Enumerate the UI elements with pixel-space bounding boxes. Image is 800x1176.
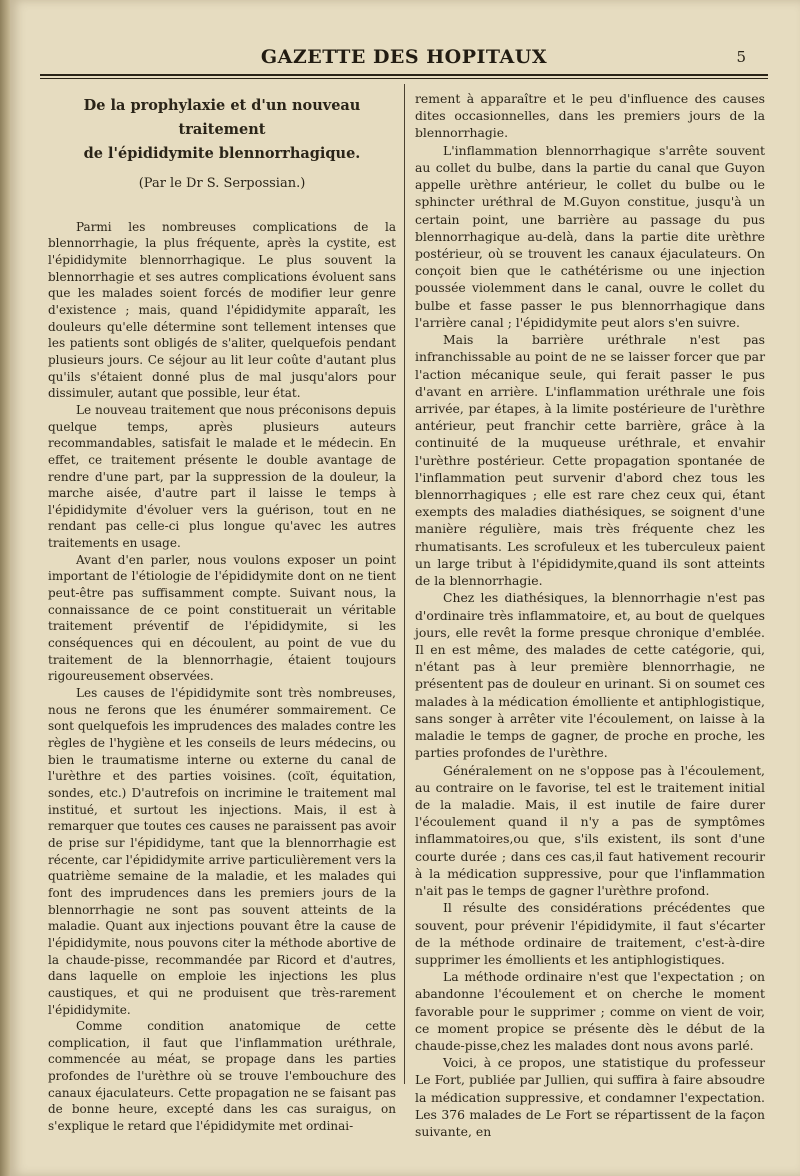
paragraph: Mais la barrière uréthrale n'est pas infranchissable au point de ne se laisser forcer que par l'action mécanique seule, qui ferait passer le pus d'avant en arrière. L'inflammation uréthrale une fois arrivée, par étapes, à la limite postérieure de l'urèthre antérieur, peut franchir cette barrière, grâce à la continuité de la muqueuse uréthrale, et envahir l'urèthre postérieur. Cette propagation spontanée de l'inflammation peut survenir d'abord chez tous les blennorrhagiques ; elle est rare chez ceux qui, étant exempts des maladies diathésiques, se soignent d'une manière régulière, mais très fréquente chez les rhumatisants. Les scrofuleux et les tuberculeux paient un large tribut à l'épididymite,quand ils sont atteints de la blennorrhagie. xyxy=(415,332,765,589)
paragraph: La méthode ordinaire n'est que l'expectation ; on abandonne l'écoulement et on cherche le moment favorable pour le supprimer ; comme on vient de voir, ce moment propice se présente dès le début de la chaude-pisse,chez les malades dont nous avons parlé. xyxy=(415,969,765,1054)
header-rule-thin xyxy=(40,78,768,79)
book-spine xyxy=(0,0,10,1176)
journal-title: GAZETTE DES HOPITAUX xyxy=(260,46,548,68)
column-separator xyxy=(404,84,405,1084)
paragraph: Généralement on ne s'oppose pas à l'écoulement, au contraire on le favorise, tel est le traitement initial de la maladie. Mais, il est inutile de faire durer l'écoulement quand il n'y a pas de symptômes inflammatoires,ou que, s'ils existent, ils sont d'une courte durée ; dans ces cas,il faut hativement recourir à la médication suppressive, pour que l'inflammation n'ait pas le temps de gagner l'urèthre profond. xyxy=(415,762,765,899)
paragraph: Chez les diathésiques, la blennorrhagie n'est pas d'ordinaire très inflammatoire, et, au bout de quelques jours, elle revêt la forme presque chronique d'emblée. Il en est même, des malades de cette catégorie, qui, n'étant pas à leur première blennorrhagie, ne présentent pas de douleur en urinant. Si on soumet ces malades à la médication émolliente et antiphlogistique, sans songer à arrêter vite l'écoulement, on laisse à la maladie le temps de gagner, de proche en proche, les parties profondes de l'urèthre. xyxy=(415,590,765,761)
paragraph: Voici, à ce propos, une statistique du professeur Le Fort, publiée par Jullien, qui suffira à faire absoudre la médication suppressive, et condamner l'expectation. Les 376 malades de Le Fort se répartissent de la façon suivante, en xyxy=(415,1055,765,1140)
paragraph: Le nouveau traitement que nous préconisons depuis quelque temps, après plusieurs auteurs recommandables, satisfait le malade et le médecin. En effet, ce traitement présente le double avantage de rendre d'une part, par la suppression de la douleur, la marche aisée, d'autre part il laisse le temps à l'épididymite d'évoluer vers la guérison, tout en ne rendant pas celle-ci plus longue qu'avec les autres traitements en usage. xyxy=(48,402,396,551)
page-header xyxy=(40,40,768,80)
left-column xyxy=(48,90,396,1135)
article-title xyxy=(48,94,396,166)
paragraph: Il résulte des considérations précédentes que souvent, pour prévenir l'épididymite, il faut s'écarter de la méthode ordinaire de traitement, c'est-à-dire supprimer les émollients et les antiphlogistiques. xyxy=(415,900,765,967)
right-column xyxy=(415,90,765,1140)
paragraph: rement à apparaître et le peu d'influence des causes dites occasionnelles, dans les premiers jours de la blennorrhagie. xyxy=(415,91,765,141)
paragraph: Les causes de l'épididymite sont très nombreuses, nous ne ferons que les énumérer sommairement. Ce sont quelquefois les imprudences des malades contre les règles de l'hygiène et les conseils de leurs médecins, ou bien le traumatisme interne ou externe du canal de l'urèthre et des parties voisines. (coït, équitation, sondes, etc.) D'autrefois on incrimine le traitement mal institué, et surtout les injections. Mais, il est à remarquer que toutes ces causes ne paraissent pas avoir de prise sur l'épididyme, tant que la blennorrhagie est récente, car l'épididymite arrive particulièrement vers la quatrième semaine de la maladie, et les malades qui font des imprudences dans les premiers jours de la blennorrhagie ne sont pas souvent atteints de la maladie. Quant aux injections pouvant être la cause de l'épididymite, nous pouvons citer la méthode abortive de la chaude-pisse, recommandée par Ricord et d'autres, dans laquelle on emploie les injections les plus caustiques, et qui ne produisent que très-rarement l'épididymite. xyxy=(48,686,396,1017)
paragraph: L'inflammation blennorrhagique s'arrête souvent au collet du bulbe, dans la partie du canal que Guyon appelle urèthre antérieur, le collet du bulbe ou le sphincter uréthral de M.Guyon constitue, jusqu'à un certain point, une barrière au passage du pus blennorrhagique au-delà, dans la partie dite urèthre postérieur, où se trouvent les canaux éjaculateurs. On conçoit bien que le cathétérisme ou une injection poussée violemment dans le canal, ouvre le collet du bulbe et fasse passer le pus blennorrhagique dans l'arrière canal ; l'épididymite peut alors s'en suivre. xyxy=(415,142,765,330)
header-rule xyxy=(40,74,768,76)
page-number: 5 xyxy=(736,48,746,66)
paragraph: Avant d'en parler, nous voulons exposer un point important de l'étiologie de l'épididymite dont on ne tient peut-être pas suffisamment compte. Suivant nous, la connaissance de ce point constituerait un véritable traitement préventif de l'épididymite, si les conséquences qui en découlent, au point de vue du traitement de la blennorrhagie, étaient toujours rigoureusement observées. xyxy=(48,552,396,684)
paragraph: Parmi les nombreuses complications de la blennorrhagie, la plus fréquente, après la cystite, est l'épididymite blennorrhagique. Le plus souvent la blennorrhagie et ses autres complications évoluent sans que les malades soient forcés de modifier leur genre d'existence ; mais, quand l'épididymite apparaît, les douleurs qu'elle détermine sont tellement intenses que les patients sont obligés de s'aliter, quelquefois pendant plusieurs jours. Ce séjour au lit leur coûte d'autant plus qu'ils s'étaient donné plus de mal jusqu'alors pour dissimuler, autant que possible, leur état. xyxy=(48,219,396,401)
article-title-line-1: De la prophylaxie et d'un nouveau traitement xyxy=(83,97,361,138)
article-title-line-2: de l'épididymite blennorrhagique. xyxy=(83,145,361,162)
article-byline: (Par le Dr S. Serpossian.) xyxy=(138,176,306,191)
paragraph: Comme condition anatomique de cette complication, il faut que l'inflammation uréthrale, commencée au méat, se propage dans les parties profondes de l'urèthre où se trouve l'embouchure des canaux éjaculateurs. Cette propagation ne se faisant pas de bonne heure, excepté dans les cas suraigus, on s'explique le retard que l'épididymite met ordinai- xyxy=(48,1019,396,1134)
